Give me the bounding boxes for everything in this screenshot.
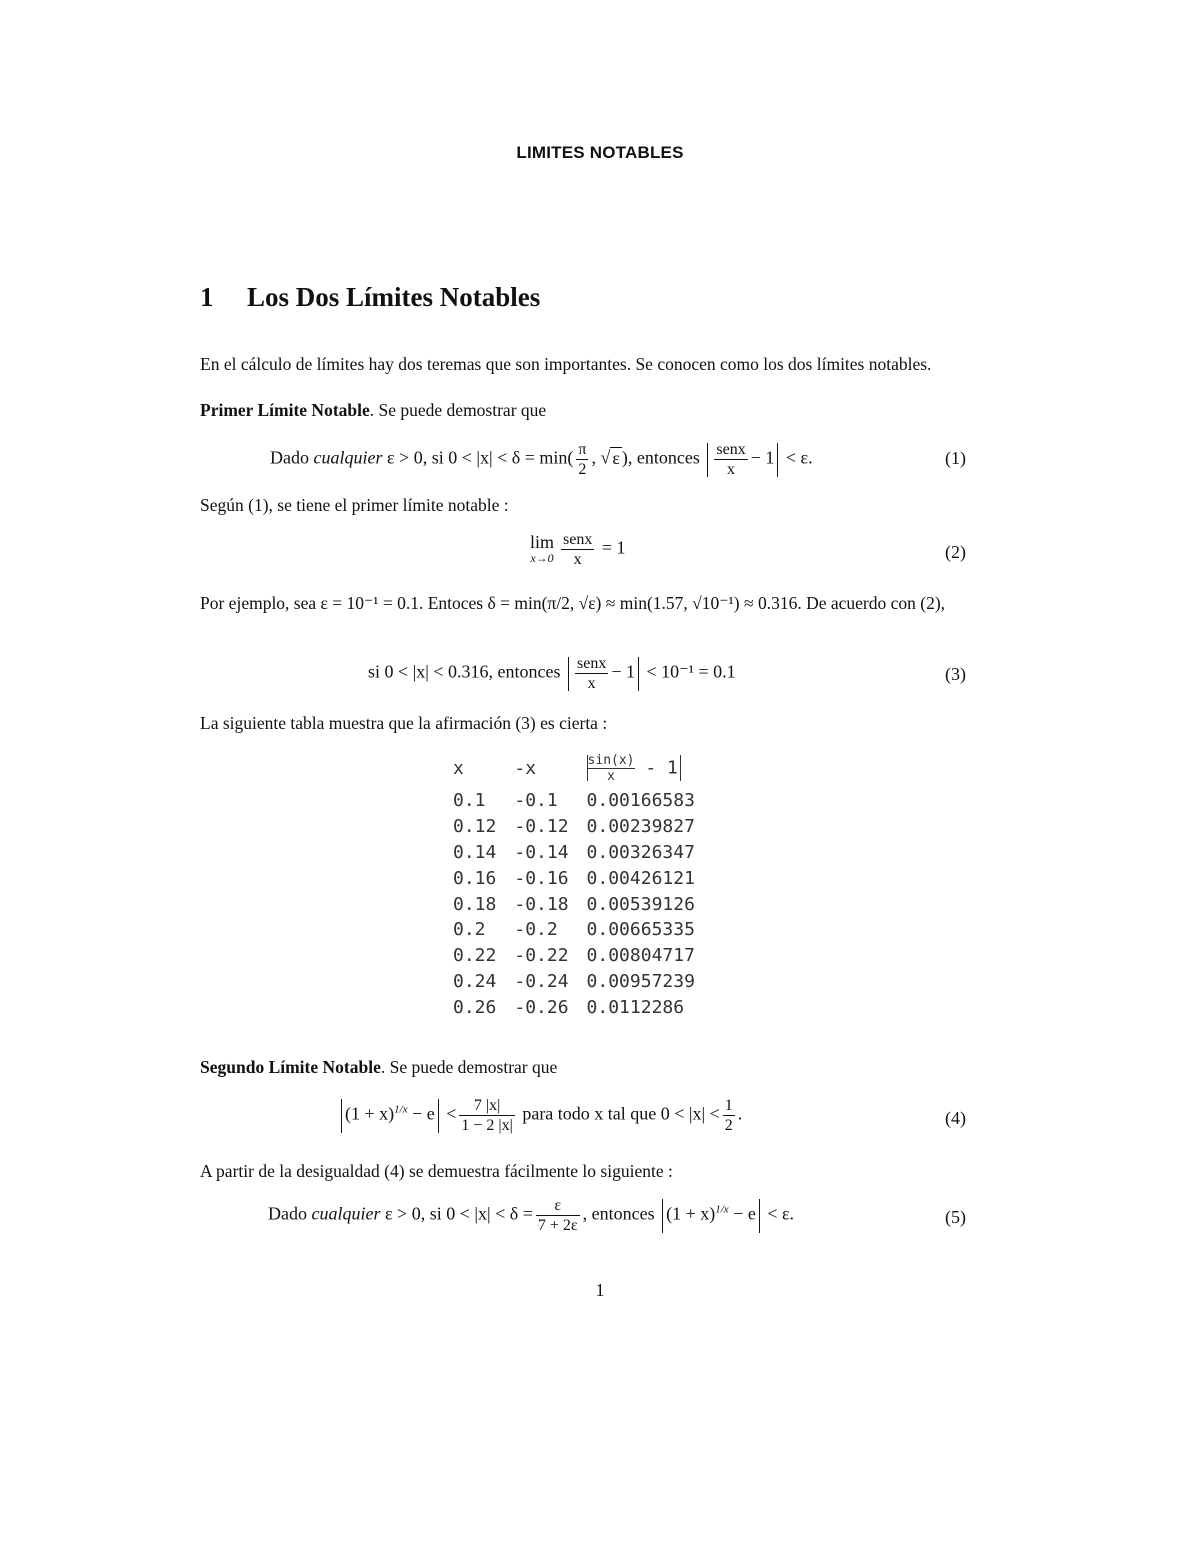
table-cell: 0.22 <box>453 945 497 967</box>
table-header-row <box>450 748 710 788</box>
example-paragraph: Por ejemplo, sea ε = 10⁻¹ = 0.1. Entoces δ = min(π/2, √ε) ≈ min(1.57, √10⁻¹) ≈ 0.316. De acuerdo con (2), <box>200 593 946 613</box>
abs-bar <box>707 443 708 477</box>
eq2-rhs: = 1 <box>601 537 626 558</box>
equation-3 <box>368 654 736 693</box>
table-row <box>450 994 710 1020</box>
eq3-rhs: < 10⁻¹ = 0.1 <box>646 661 736 682</box>
table-cell: 0.0112286 <box>586 996 685 1018</box>
eq1-num: senx <box>716 441 746 458</box>
table-cell: 0.00804717 <box>586 945 695 967</box>
abs-bar <box>662 1199 663 1233</box>
eq5-num: ε <box>536 1196 580 1216</box>
table-cell: 0.00957239 <box>586 970 695 992</box>
table-header-x: x <box>453 757 464 779</box>
equation-4-label: (4) <box>945 1108 966 1128</box>
eq4-lhs: (1 + x) <box>345 1103 395 1124</box>
eq5-lhs-tail: − e <box>733 1203 756 1224</box>
eq1-pre: Dado <box>270 447 309 468</box>
after-eq4-paragraph: A partir de la desigualdad (4) se demuestra fácilmente lo siguiente : <box>200 1161 673 1181</box>
eq1-tail: − 1 <box>750 447 775 468</box>
eq2-lim: lim <box>530 531 555 552</box>
second-limit-lead: . Se puede demostrar que <box>380 1057 558 1077</box>
table-cell: 0.18 <box>453 893 497 915</box>
eq5-den: 7 + 2ε <box>537 1217 578 1234</box>
table-cell: -0.14 <box>514 841 569 863</box>
eq5-mid: ε > 0, si 0 < |x| < δ = <box>385 1203 533 1224</box>
eq4-half <box>723 1096 735 1135</box>
table-cell: -0.16 <box>514 867 569 889</box>
eq1-fraction <box>714 440 747 479</box>
eq5-then: , entonces <box>582 1203 655 1224</box>
eq1-word: cualquier <box>313 447 383 468</box>
table-cell: 0.2 <box>453 919 486 941</box>
table-cell: 0.16 <box>453 867 497 889</box>
table-header-tail: - 1 <box>645 757 678 778</box>
intro-paragraph: En el cálculo de límites hay dos teremas que son importantes. Se conocen como los dos límites notables. <box>200 354 932 374</box>
eq1-den: x <box>727 461 736 478</box>
after-eq1-paragraph: Según (1), se tiene el primer límite notable : <box>200 495 509 515</box>
eq3-fraction <box>575 654 608 693</box>
table-header-den: x <box>607 768 615 784</box>
first-limit-paragraph <box>200 399 970 422</box>
eq2-limit <box>530 531 555 566</box>
first-limit-heading: Primer Límite Notable <box>200 400 370 420</box>
table-cell: -0.12 <box>514 816 569 838</box>
eq4-exp: 1/x <box>394 1103 408 1116</box>
eq1-sqrt-body: ε <box>612 447 620 468</box>
table-cell: 0.00426121 <box>586 867 695 889</box>
eq1-then: , entonces <box>627 447 700 468</box>
eq3-num: senx <box>577 655 607 672</box>
equation-4 <box>338 1096 742 1135</box>
table-cell: 0.00166583 <box>586 790 695 812</box>
equation-1: Dado cualquier ε > 0, si 0 < |x| < δ = min( $\frac{\pi}{2}$ , √ ε ), entonces $\frac{\text{senx}}{x}$ − 1 < ε. <box>270 441 813 478</box>
table-cell: 0.14 <box>453 841 497 863</box>
eq3-pre: si 0 < |x| < 0.316, entonces <box>368 661 561 682</box>
equation-2-label: (2) <box>945 542 966 562</box>
eq5-pre: Dado <box>268 1203 307 1224</box>
table-cell: -0.1 <box>514 790 558 812</box>
table-cell: -0.22 <box>514 945 569 967</box>
eq1-mid: ε > 0, si 0 < |x| < δ = min( <box>387 447 574 468</box>
eq5-end: < ε. <box>767 1203 795 1224</box>
abs-bar <box>438 1099 439 1133</box>
eq1-pi: π <box>578 441 587 458</box>
eq5-lhs: (1 + x) <box>666 1203 716 1224</box>
table-cell: -0.26 <box>514 996 569 1018</box>
page-number: 1 <box>595 1280 605 1300</box>
eq5-exp: 1/x <box>715 1203 729 1216</box>
eq1-pi-fraction <box>576 440 588 479</box>
first-limit-lead: . Se puede demostrar que <box>369 400 547 420</box>
eq4-den: 1 − 2 |x| <box>461 1117 513 1134</box>
second-limit-heading: Segundo Límite Notable <box>200 1057 381 1077</box>
table-row <box>450 788 710 814</box>
table-row <box>450 917 710 943</box>
page-title: LIMITES NOTABLES <box>516 143 684 162</box>
section-number: 1 <box>200 282 214 312</box>
table-header-num: sin(x) <box>587 752 635 768</box>
abs-bar <box>777 443 778 477</box>
values-table <box>450 748 710 1020</box>
table-row <box>450 943 710 969</box>
eq4-num: 7 |x| <box>459 1096 514 1116</box>
eq4-half-num: 1 <box>724 1097 733 1114</box>
eq4-lhs-tail: − e <box>412 1103 435 1124</box>
eq1-close: ) <box>621 447 628 468</box>
table-row <box>450 891 710 917</box>
eq4-mid: para todo x tal que 0 < |x| < <box>522 1103 720 1124</box>
table-header-neg-x: -x <box>514 757 537 779</box>
table-row <box>450 814 710 840</box>
eq5-word: cualquier <box>311 1203 381 1224</box>
table-cell: 0.1 <box>453 790 486 812</box>
table-cell: -0.24 <box>514 970 569 992</box>
table-cell: -0.2 <box>514 919 558 941</box>
table-row <box>450 840 710 866</box>
eq4-half-den: 2 <box>724 1117 733 1134</box>
eq2-sub: x→0 <box>530 550 554 565</box>
eq3-tail: − 1 <box>611 661 635 682</box>
table-cell: 0.00326347 <box>586 841 695 863</box>
table-cell: 0.00665335 <box>586 919 695 941</box>
table-header-fraction <box>588 753 635 784</box>
table-row <box>450 865 710 891</box>
table-cell: 0.00239827 <box>586 816 695 838</box>
abs-bar <box>341 1099 342 1133</box>
table-row <box>450 969 710 995</box>
equation-1-label: (1) <box>945 448 966 468</box>
table-cell: 0.12 <box>453 816 497 838</box>
equation-5-label: (5) <box>945 1207 966 1227</box>
eq2-den: x <box>573 551 582 568</box>
table-header-error <box>584 748 710 788</box>
eq1-two: 2 <box>578 461 587 478</box>
eq2-num: senx <box>563 531 593 548</box>
table-intro-paragraph: La siguiente tabla muestra que la afirmación (3) es cierta : <box>200 713 608 733</box>
eq5-fraction <box>536 1196 580 1235</box>
eq4-end: . <box>737 1103 743 1124</box>
table-cell: 0.00539126 <box>586 893 695 915</box>
eq3-den: x <box>587 675 596 692</box>
table-cell: 0.26 <box>453 996 497 1018</box>
abs-bar <box>568 657 569 691</box>
equation-3-label: (3) <box>945 664 966 684</box>
equation-2 <box>530 530 626 569</box>
eq4-fraction <box>459 1096 514 1135</box>
section-title: Los Dos Límites Notables <box>247 282 541 312</box>
eq4-lt: < <box>446 1103 457 1124</box>
table-cell: -0.18 <box>514 893 569 915</box>
second-limit-paragraph <box>200 1056 970 1079</box>
table-cell: 0.24 <box>453 970 497 992</box>
eq2-fraction <box>561 530 594 569</box>
abs-bar <box>759 1199 760 1233</box>
abs-bar <box>638 657 639 691</box>
eq1-end: < ε. <box>785 447 813 468</box>
equation-5 <box>268 1196 794 1235</box>
